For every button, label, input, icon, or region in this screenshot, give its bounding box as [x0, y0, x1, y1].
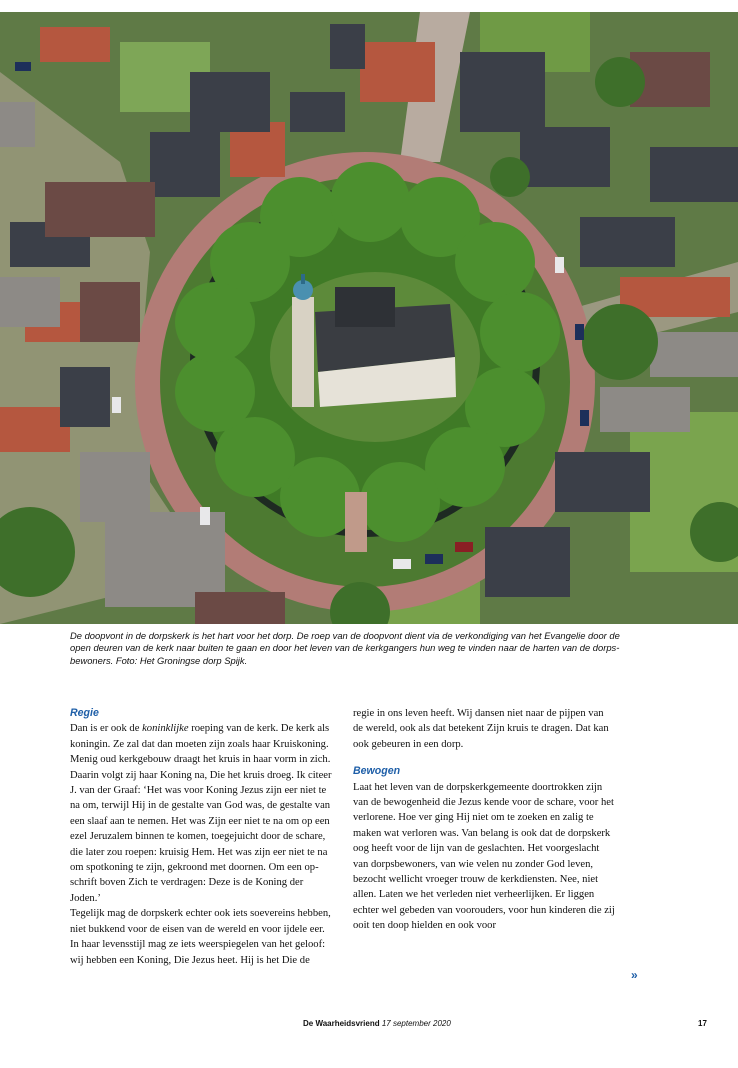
paragraph-continued: Tegelijk mag de dorpskerk echter ook iets soevereins hebben, niet bukkend voor de eisen van de wereld en voor ijdele eer. In haar levensstijl mag ze iets weerspiegelen van het geloof: wij hebben een Koning, Die Jezus heet. Hij is het Die de	[70, 908, 331, 966]
magazine-name: De Waarheidsvriend	[303, 1019, 380, 1028]
paragraph	[70, 721, 332, 906]
continue-arrow-icon: »	[631, 968, 638, 982]
section-heading-regie: Regie	[70, 707, 99, 719]
aerial-photo	[0, 12, 738, 624]
paragraph-tail: regie in ons leven heeft. Wij dansen niet naar de pijpen van de wereld, ook als dat betekent Zijn kruis te dragen. Dat kan ook gebeuren in een dorp.	[353, 708, 609, 750]
paragraph-text: Dan is er ook de	[70, 723, 143, 735]
article-column-right-content	[353, 706, 615, 934]
article-column-left	[70, 706, 332, 968]
photo-caption: De doopvont in de dorpskerk is het hart voor het dorp. De roep van de doopvont dient via de verkondiging van het Evangelie door de open deuren van de kerk naar buiten te gaan en door het leven van de kerkgangers hun weg te vinden naar de harten van de dorpsbewoners. Foto: Het Groningse dorp Spijk.	[70, 630, 620, 666]
page-footer	[303, 1019, 451, 1028]
issue-date: 17 september 2020	[381, 1019, 451, 1028]
section-heading-bewogen: Bewogen	[353, 765, 401, 778]
paragraph: Laat het leven van de dorpskerkgemeente doortrokken zijn van de bewogenheid die Jezus kende voor de schare, voor het verlorene. Hoe ver ging Hij niet om te zoeken en zalig te maken wat verloren was. Van belang is ook dat de dorpskerk oog heeft voor de lijn van de geslachten. Het voorgeslacht van dorpsbewoners, van wie velen nu zonder God leven, bezocht wellicht vroeger trouw de kerkdiensten. Nee, niet allen. Laten we het verleden niet verheerlijken. Er liggen echter wel gebeden van voorouders, voor hun kinderen die zij ooit ten doop hielden en ook voor	[353, 781, 615, 932]
paragraph-text: roeping van de kerk. De kerk als koningin. Ze zal dat dan moeten zijn zoals haar Kruiskoning. Menig oud kerkgebouw draagt het kruis in haar vorm in zich. Daarin volgt zij haar Koning na, Die het kruis droeg. Ik citeer J. van der Graaf: ‘Het was voor Koning Jezus zijn eer niet te na om, terwijl Hij in de gestalte van God was, de gestalte van een slaaf aan te nemen. Het was Zijn eer niet te na om op een ezel Jeruzalem binnen te komen, toegejuicht door de schare, die later zou roepen: kruisig Hem. Het was zijn eer niet te na om spotkoning te zijn, gekroond met doornen. Om een opschrift boven Zich te verdragen: Deze is de Koning der Joden.’	[70, 723, 332, 904]
emphasis-text: koninklijke	[142, 723, 189, 735]
page-number: 17	[698, 1019, 707, 1028]
